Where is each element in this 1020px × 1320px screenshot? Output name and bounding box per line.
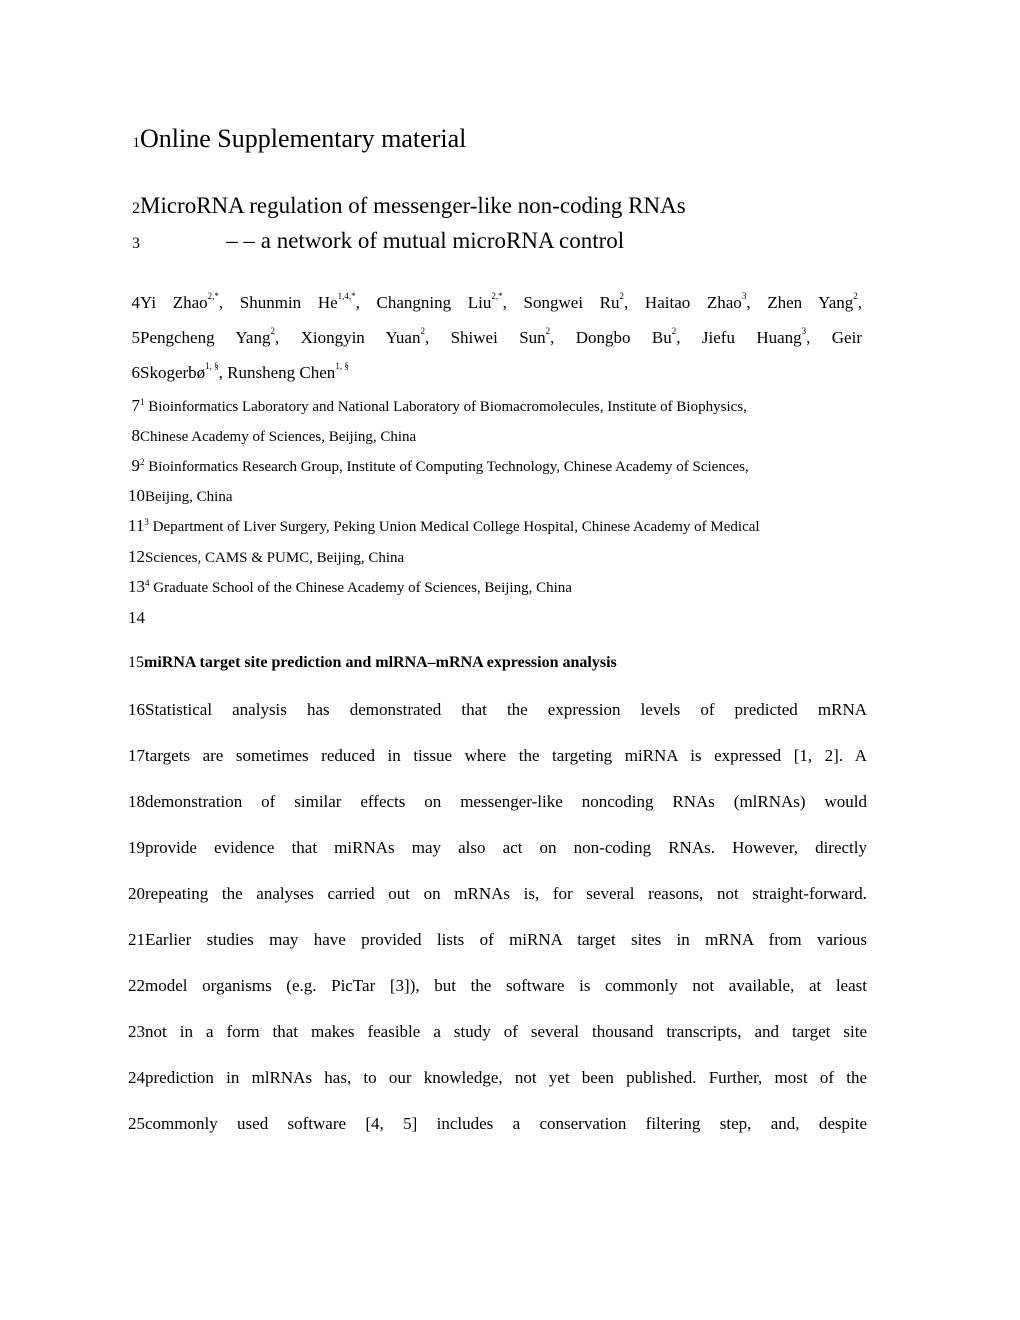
superscript: 2 — [140, 457, 145, 467]
text-segment: prediction in mlRNAs has, to our knowledge, not yet been published. Further, most of the — [145, 1068, 867, 1087]
line-affil — [128, 397, 870, 415]
superscript: 4 — [145, 578, 150, 588]
line-number: 12 — [128, 547, 145, 566]
line-number: 6 — [131, 363, 140, 382]
line-text — [140, 326, 862, 347]
line-number: 22 — [128, 976, 145, 995]
line-text — [145, 1115, 867, 1132]
line-text — [144, 655, 617, 671]
line-text — [140, 229, 624, 252]
line-number: 1 — [132, 135, 140, 151]
line-body — [128, 793, 870, 810]
text-segment: , Xiongyin Yuan — [274, 328, 421, 347]
line-authors — [128, 361, 870, 382]
text-segment: Graduate School of the Chinese Academy of Sciences, Beijing, China — [149, 580, 572, 596]
line-body — [128, 1069, 870, 1086]
line-text — [140, 291, 863, 312]
line-number: 23 — [128, 1022, 145, 1041]
line-text — [140, 457, 749, 475]
text-segment: Sciences, CAMS & PUMC, Beijing, China — [145, 550, 405, 566]
line-text — [140, 430, 416, 445]
superscript: 2,* — [207, 291, 219, 301]
line-affil — [128, 457, 870, 475]
line-text — [145, 839, 867, 856]
text-segment: Skogerbø — [140, 363, 206, 382]
line-body — [128, 1023, 870, 1040]
text-segment: Bioinformatics Laboratory and National Laboratory of Biomacromolecules, Institute of Biophysics, — [144, 399, 747, 415]
line-affil — [128, 609, 870, 627]
text-segment: model organisms (e.g. PicTar [3]), but the software is commonly not available, at least — [145, 976, 867, 995]
line-text — [140, 361, 349, 382]
line-text — [144, 517, 760, 535]
line-body — [128, 1115, 870, 1132]
line-authors — [128, 326, 870, 347]
line-affil — [128, 517, 870, 535]
text-segment: Earlier studies may have provided lists of miRNA target sites in mRNA from various — [145, 930, 867, 949]
line-subtitle — [128, 229, 870, 252]
text-segment: Yi Zhao — [140, 293, 208, 312]
superscript: 2 — [671, 326, 677, 336]
line-text — [145, 701, 867, 718]
line-number: 21 — [128, 930, 145, 949]
line-number: 18 — [128, 792, 145, 811]
line-number: 2 — [132, 200, 140, 217]
text-segment: , Jiefu Huang — [676, 328, 802, 347]
superscript: 1, § — [335, 361, 349, 371]
text-segment: , Changning Liu — [355, 293, 492, 312]
line-text — [145, 1023, 867, 1040]
text-segment: Pengcheng Yang — [140, 328, 271, 347]
line-body — [128, 885, 870, 902]
superscript: 3 — [801, 326, 807, 336]
line-title — [128, 126, 870, 152]
text-segment: miRNA target site prediction and mlRNA–mRNA expression analysis — [144, 654, 617, 671]
text-segment: , Zhen Yang — [746, 293, 854, 312]
superscript: 3 — [144, 517, 149, 527]
line-body — [128, 701, 870, 718]
superscript: 2 — [420, 326, 425, 336]
line-body — [128, 977, 870, 994]
superscript: 2 — [853, 291, 858, 301]
text-segment: provide evidence that miRNAs may also act on non-coding RNAs. However, directly — [145, 838, 867, 857]
line-number: 7 — [131, 396, 140, 415]
line-text — [145, 490, 233, 505]
text-segment: , Shiwei Sun — [424, 328, 546, 347]
text-segment: Department of Liver Surgery, Peking Union Medical College Hospital, Chinese Academy of Medical — [148, 519, 760, 535]
line-text — [145, 977, 867, 994]
line-number: 24 — [128, 1068, 145, 1087]
text-segment: , Geir — [806, 328, 862, 347]
text-segment: targets are sometimes reduced in tissue where the targeting miRNA is expressed [1, 2]. A — [145, 746, 867, 765]
text-segment: , Shunmin He — [218, 293, 338, 312]
text-segment: demonstration of similar effects on messenger-like noncoding RNAs (mlRNAs) would — [145, 792, 867, 811]
text-segment: Bioinformatics Research Group, Institute of Computing Technology, Chinese Academy of Sciences, — [144, 459, 749, 475]
line-affil — [128, 487, 870, 505]
text-segment: , Runsheng Chen — [218, 363, 336, 382]
line-body — [128, 747, 870, 764]
superscript: 2 — [270, 326, 275, 336]
line-number: 11 — [128, 516, 145, 535]
text-segment: – – a network of mutual microRNA control — [140, 228, 625, 253]
text-segment: not in a form that makes feasible a study of several thousand transcripts, and target site — [145, 1022, 867, 1041]
line-text — [145, 747, 867, 764]
superscript: 2,* — [491, 291, 503, 301]
text-segment: commonly used software [4, 5] includes a conservation filtering step, and, despite — [145, 1114, 867, 1133]
line-number: 10 — [128, 486, 145, 505]
line-number: 20 — [128, 884, 145, 903]
text-segment: , — [857, 293, 863, 312]
superscript: 3 — [741, 291, 747, 301]
line-affil — [128, 578, 870, 596]
line-subtitle — [128, 194, 870, 217]
line-heading — [128, 655, 870, 671]
line-number: 9 — [131, 456, 140, 475]
text-segment: Online Supplementary material — [140, 124, 467, 153]
superscript: 2 — [619, 291, 625, 301]
line-number: 19 — [128, 838, 145, 857]
line-text — [145, 885, 867, 902]
line-number: 14 — [128, 608, 145, 627]
line-number: 15 — [128, 654, 144, 671]
text-segment: Beijing, China — [145, 489, 233, 505]
text-segment: , Dongbo Bu — [550, 328, 672, 347]
line-text — [140, 194, 686, 217]
line-number: 5 — [131, 328, 140, 347]
text-segment: , Haitao Zhao — [624, 293, 742, 312]
text-segment: Statistical analysis has demonstrated that the expression levels of predicted mRNA — [145, 700, 867, 719]
line-text — [140, 126, 466, 152]
line-text — [145, 793, 867, 810]
line-body — [128, 839, 870, 856]
line-body — [128, 931, 870, 948]
line-text — [140, 397, 747, 415]
superscript: 1, § — [205, 361, 219, 371]
line-affil — [128, 427, 870, 445]
line-text — [145, 578, 572, 596]
line-number: 25 — [128, 1114, 145, 1133]
line-number: 13 — [128, 577, 145, 596]
line-number: 16 — [128, 700, 145, 719]
line-text — [145, 931, 867, 948]
line-authors — [128, 291, 870, 312]
line-text — [145, 551, 404, 566]
line-text — [145, 1069, 867, 1086]
superscript: 2 — [545, 326, 551, 336]
text-segment: repeating the analyses carried out on mRNAs is, for several reasons, not straight-forward. — [145, 884, 867, 903]
line-number: 17 — [128, 746, 145, 765]
line-number: 8 — [131, 426, 140, 445]
text-segment: Chinese Academy of Sciences, Beijing, China — [140, 429, 417, 445]
superscript: 1,4,* — [337, 291, 356, 301]
text-segment: MicroRNA regulation of messenger-like non-coding RNAs — [140, 193, 686, 218]
text-segment: , Songwei Ru — [502, 293, 620, 312]
line-affil — [128, 548, 870, 566]
line-number: 3 — [132, 235, 140, 252]
superscript: 1 — [140, 397, 145, 407]
line-number: 4 — [131, 293, 140, 312]
